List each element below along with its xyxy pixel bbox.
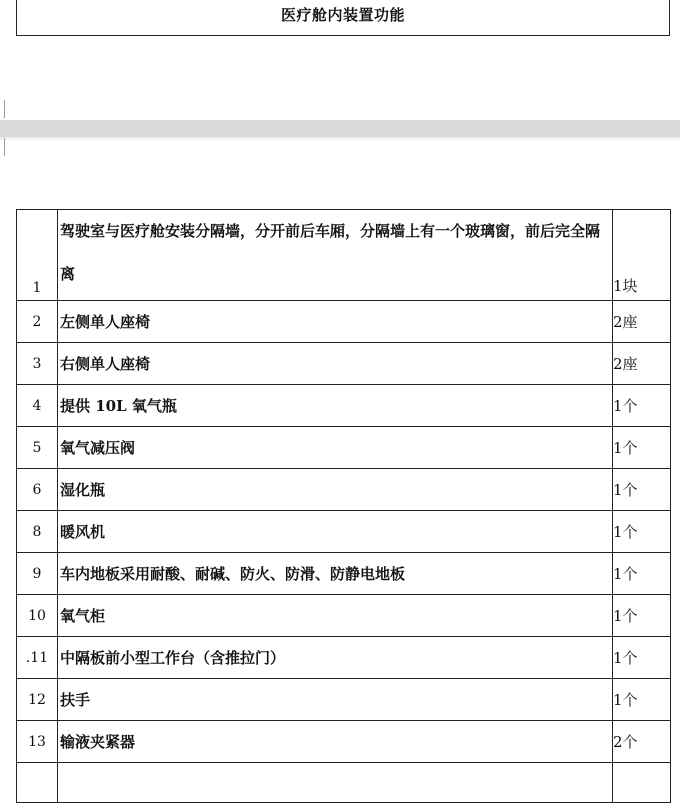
row-number: 1	[17, 210, 58, 301]
table-row	[17, 511, 671, 553]
page-break-gap	[0, 120, 680, 137]
item-description: 驾驶室与医疗舱安装分隔墙，分开前后车厢，分隔墙上有一个玻璃窗，前后完全隔离	[58, 210, 613, 301]
item-description: 输液夹紧器	[58, 721, 613, 763]
item-quantity: 1个	[613, 511, 671, 553]
table-row	[17, 721, 671, 763]
item-description	[58, 763, 613, 803]
item-quantity	[613, 763, 671, 803]
item-quantity: 1个	[613, 427, 671, 469]
row-number	[17, 763, 58, 803]
item-description: 左侧单人座椅	[58, 301, 613, 343]
table-row	[17, 210, 671, 301]
item-quantity: 2个	[613, 721, 671, 763]
row-number: .11	[17, 637, 58, 679]
item-quantity: 1个	[613, 595, 671, 637]
row-number: 12	[17, 679, 58, 721]
row-number: 8	[17, 511, 58, 553]
row-number: 4	[17, 385, 58, 427]
item-description: 湿化瓶	[58, 469, 613, 511]
table-row	[17, 385, 671, 427]
item-description: 中隔板前小型工作台（含推拉门）	[58, 637, 613, 679]
table-row	[17, 301, 671, 343]
item-quantity: 2座	[613, 343, 671, 385]
page-break-shadow	[0, 137, 680, 141]
item-description: 提供 10L 氧气瓶	[58, 385, 613, 427]
item-description: 扶手	[58, 679, 613, 721]
item-quantity: 1个	[613, 469, 671, 511]
table-row	[17, 553, 671, 595]
item-description: 暖风机	[58, 511, 613, 553]
table-row	[17, 469, 671, 511]
table-row	[17, 763, 671, 803]
margin-marker	[0, 138, 5, 156]
table-row	[17, 343, 671, 385]
row-number: 13	[17, 721, 58, 763]
row-number: 9	[17, 553, 58, 595]
item-description: 氧气柜	[58, 595, 613, 637]
item-description: 车内地板采用耐酸、耐碱、防火、防滑、防静电地板	[58, 553, 613, 595]
margin-marker	[0, 100, 5, 118]
item-description: 氧气减压阀	[58, 427, 613, 469]
item-quantity: 2座	[613, 301, 671, 343]
row-number: 2	[17, 301, 58, 343]
row-number: 6	[17, 469, 58, 511]
item-quantity: 1个	[613, 553, 671, 595]
item-quantity: 1个	[613, 679, 671, 721]
row-number: 10	[17, 595, 58, 637]
table-row	[17, 637, 671, 679]
row-number: 3	[17, 343, 58, 385]
header-table	[16, 0, 670, 36]
item-quantity: 1个	[613, 637, 671, 679]
item-quantity: 1个	[613, 385, 671, 427]
equipment-table	[16, 209, 671, 803]
table-row	[17, 595, 671, 637]
row-number: 5	[17, 427, 58, 469]
table-row	[17, 679, 671, 721]
item-description: 右侧单人座椅	[58, 343, 613, 385]
item-quantity: 1块	[613, 210, 671, 301]
table-row	[17, 427, 671, 469]
document-title: 医疗舱内装置功能	[280, 6, 405, 24]
